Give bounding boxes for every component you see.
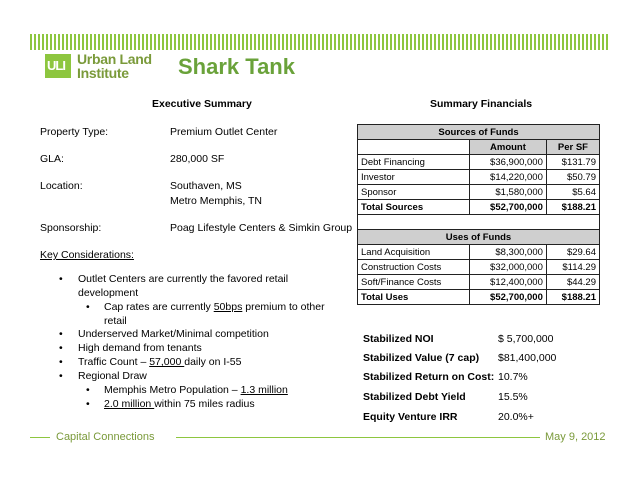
- bullet-dot: •: [59, 273, 63, 285]
- sub-bullet-dot: •: [86, 301, 90, 313]
- use-persf: $44.29: [546, 275, 599, 290]
- bullet-traffic: [78, 356, 241, 368]
- table-row: [358, 245, 600, 260]
- sources-total-row: [358, 200, 600, 215]
- bullet-dot: •: [59, 370, 63, 382]
- table-row: [358, 155, 600, 170]
- persf-header: Per SF: [546, 140, 599, 155]
- footer-date: May 9, 2012: [545, 431, 606, 443]
- footer-line-middle: [176, 437, 540, 438]
- property-type-value: Premium Outlet Center: [170, 126, 278, 138]
- population-text: Memphis Metro Population –: [104, 384, 241, 396]
- source-name: Investor: [358, 170, 470, 185]
- source-persf: $50.79: [546, 170, 599, 185]
- sponsorship-value: Poag Lifestyle Centers & Simkin Group: [170, 222, 353, 234]
- logo-line2: Institute: [77, 65, 129, 81]
- bullet-outlet-line2: development: [78, 287, 139, 299]
- metric-value-debt-yield: 15.5%: [498, 391, 528, 403]
- source-amount: $14,220,000: [470, 170, 547, 185]
- blank-header: [358, 140, 470, 155]
- use-amount: $32,000,000: [470, 260, 547, 275]
- total-sources-label: Total Sources: [358, 200, 470, 215]
- use-amount: $12,400,000: [470, 275, 547, 290]
- use-name: Soft/Finance Costs: [358, 275, 470, 290]
- sources-title-row: [358, 125, 600, 140]
- location-value: Southaven, MS: [170, 180, 242, 192]
- sub-bullet-cap-rates: [104, 301, 325, 313]
- use-name: Land Acquisition: [358, 245, 470, 260]
- bullet-outlet-line1: Outlet Centers are currently the favored retail: [78, 273, 289, 285]
- table-row: [358, 260, 600, 275]
- gla-label: GLA:: [40, 153, 64, 165]
- location-label: Location:: [40, 180, 83, 192]
- cap-rates-text: Cap rates are currently: [104, 301, 214, 313]
- use-amount: $8,300,000: [470, 245, 547, 260]
- metric-label-irr: Equity Venture IRR: [363, 411, 458, 423]
- sponsorship-label: Sponsorship:: [40, 222, 102, 234]
- bullet-underserved: Underserved Market/Minimal competition: [78, 328, 269, 340]
- source-persf: $5.64: [546, 185, 599, 200]
- total-uses-amount: $52,700,000: [470, 290, 547, 305]
- use-name: Construction Costs: [358, 260, 470, 275]
- metric-label-value: Stabilized Value (7 cap): [363, 352, 480, 364]
- uses-title-row: [358, 230, 600, 245]
- table-row: [358, 185, 600, 200]
- sub-bullet-radius: [104, 398, 255, 410]
- use-persf: $114.29: [546, 260, 599, 275]
- logo-text: [77, 52, 152, 80]
- source-persf: $131.79: [546, 155, 599, 170]
- sources-header-row: [358, 140, 600, 155]
- sub-bullet-cap-rates-line2: retail: [104, 315, 127, 327]
- use-persf: $29.64: [546, 245, 599, 260]
- table-row: [358, 170, 600, 185]
- source-amount: $1,580,000: [470, 185, 547, 200]
- logo-line1: Urban Land: [77, 51, 152, 67]
- spacer-cell: [358, 215, 600, 230]
- metric-label-debt-yield: Stabilized Debt Yield: [363, 391, 466, 403]
- sub-bullet-dot: •: [86, 398, 90, 410]
- page-title: Shark Tank: [178, 54, 295, 79]
- metric-label-noi: Stabilized NOI: [363, 333, 434, 345]
- table-row: [358, 275, 600, 290]
- uses-total-row: [358, 290, 600, 305]
- traffic-text: Traffic Count –: [78, 356, 150, 368]
- traffic-count: 57,000: [149, 356, 185, 368]
- bullet-high-demand: High demand from tenants: [78, 342, 202, 354]
- radius-text: within 75 miles radius: [154, 398, 255, 410]
- footer-left: Capital Connections: [56, 431, 155, 443]
- total-uses-label: Total Uses: [358, 290, 470, 305]
- bullet-dot: •: [59, 356, 63, 368]
- source-amount: $36,900,000: [470, 155, 547, 170]
- sources-title: Sources of Funds: [358, 125, 600, 140]
- traffic-post: daily on I-55: [184, 356, 242, 368]
- total-uses-persf: $188.21: [546, 290, 599, 305]
- sources-table: [357, 124, 600, 305]
- summary-financials-heading: Summary Financials: [430, 98, 533, 110]
- metric-value-return: 10.7%: [498, 371, 528, 383]
- sub-bullet-population: [104, 384, 288, 396]
- cap-rates-bps: 50bps: [213, 301, 243, 313]
- metric-value-irr: 20.0%+: [498, 411, 534, 423]
- metric-value-value: $81,400,000: [498, 352, 557, 364]
- population-value: 1.3 million: [240, 384, 288, 396]
- source-name: Debt Financing: [358, 155, 470, 170]
- bullet-regional-draw: Regional Draw: [78, 370, 147, 382]
- property-type-label: Property Type:: [40, 126, 109, 138]
- total-sources-amount: $52,700,000: [470, 200, 547, 215]
- source-name: Sponsor: [358, 185, 470, 200]
- footer-line-left: [30, 437, 50, 438]
- metric-label-return: Stabilized Return on Cost:: [363, 371, 495, 383]
- bullet-dot: •: [59, 328, 63, 340]
- uli-logo: [45, 54, 71, 78]
- key-considerations-label: Key Considerations:: [40, 249, 134, 261]
- sub-bullet-dot: •: [86, 384, 90, 396]
- uses-title: Uses of Funds: [358, 230, 600, 245]
- bullet-dot: •: [59, 342, 63, 354]
- cap-rates-post: premium to other: [242, 301, 325, 313]
- executive-summary-heading: Executive Summary: [152, 98, 252, 110]
- logo-abbr: ULI: [47, 58, 65, 73]
- amount-header: Amount: [470, 140, 547, 155]
- location-value-2: Metro Memphis, TN: [170, 195, 262, 207]
- metric-value-noi: $ 5,700,000: [498, 333, 554, 345]
- gla-value: 280,000 SF: [170, 153, 225, 165]
- total-sources-persf: $188.21: [546, 200, 599, 215]
- header-stripe: [30, 34, 608, 50]
- spacer-row: [358, 215, 600, 230]
- radius-population: 2.0 million: [104, 398, 155, 410]
